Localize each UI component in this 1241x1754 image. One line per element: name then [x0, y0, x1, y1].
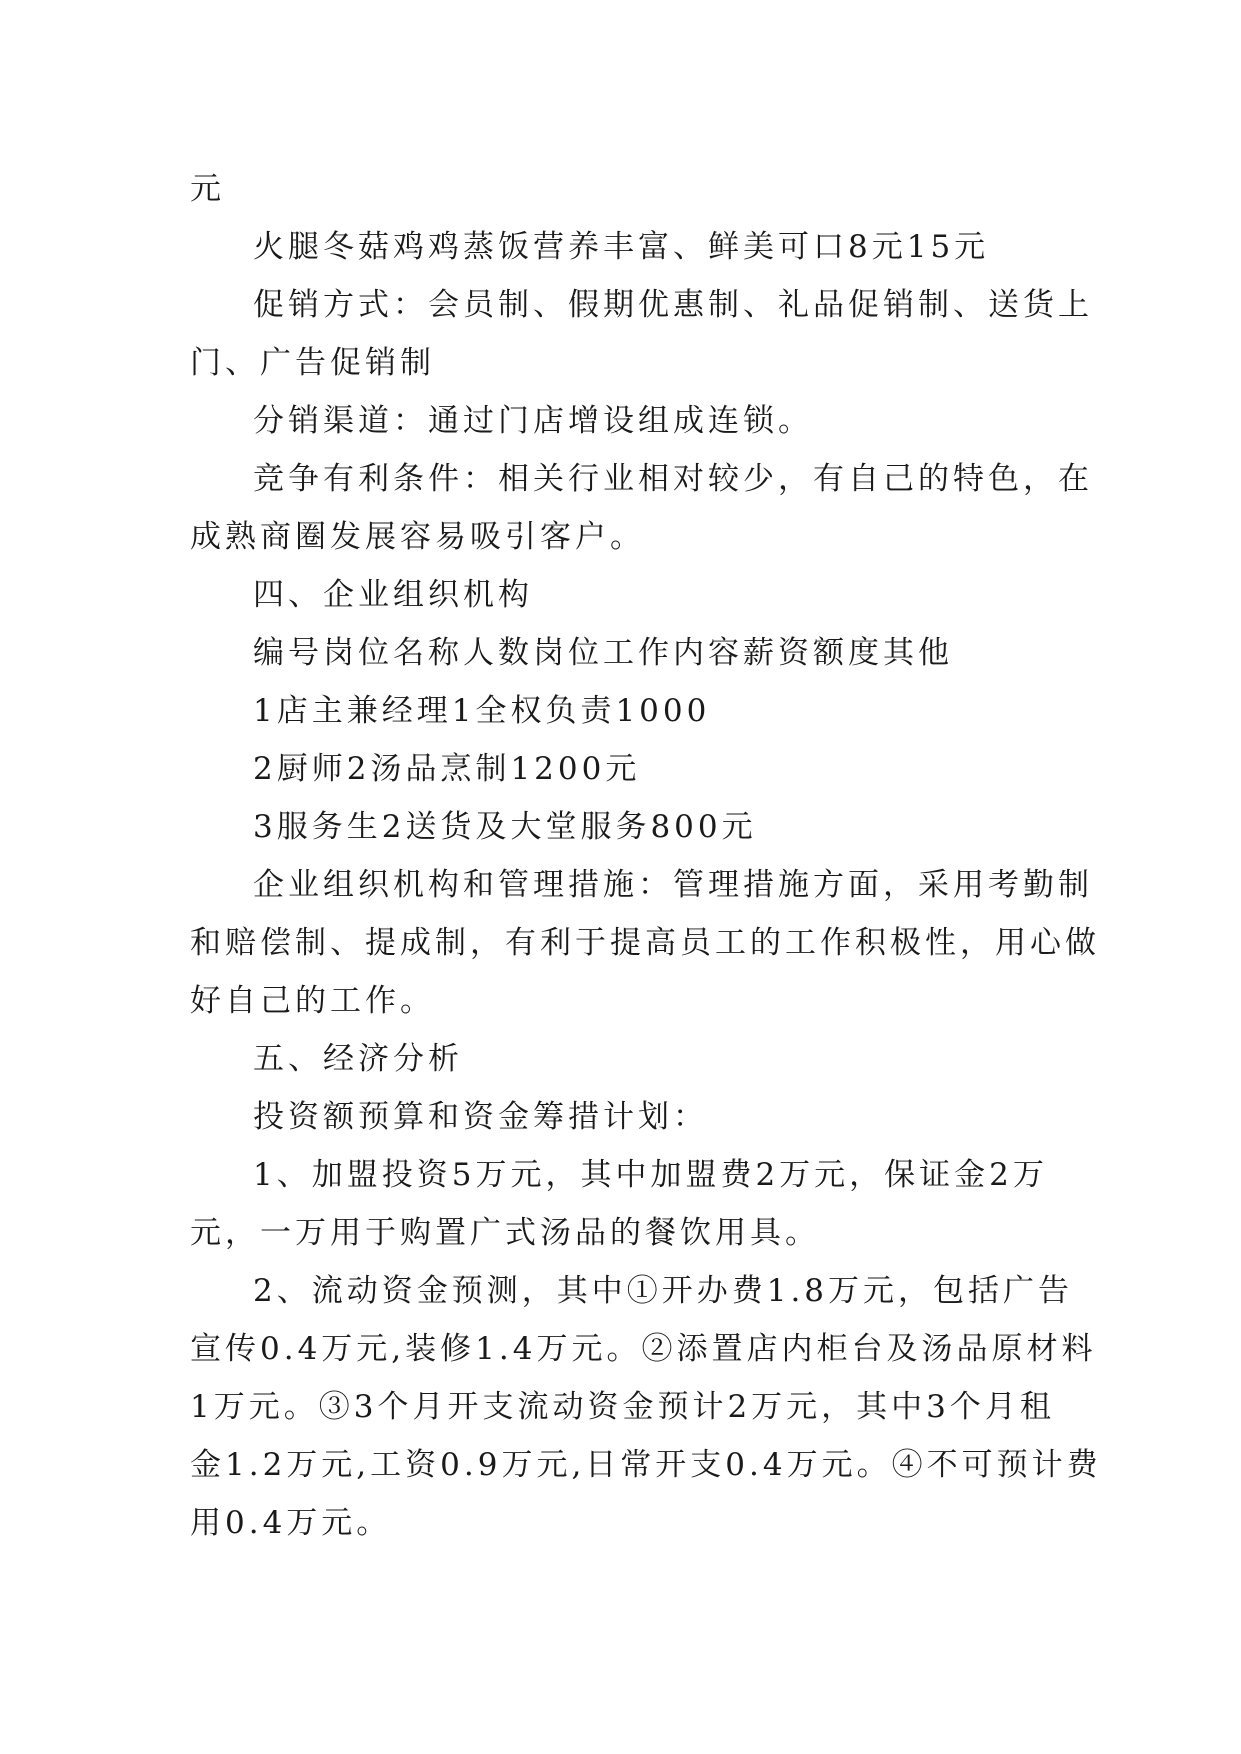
text-line: 金1.2万元,工资0.9万元,日常开支0.4万元。④不可预计费 [190, 1447, 1102, 1483]
text-line: 和赔偿制、提成制，有利于提高员工的工作积极性，用心做 [190, 925, 1100, 961]
text-line: 2厨师2汤品烹制1200元 [253, 751, 641, 787]
text-line: 门、广告促销制 [190, 345, 435, 381]
text-line: 用0.4万元。 [190, 1505, 392, 1541]
text-line: 元 [190, 171, 225, 207]
text-line: 元，一万用于购置广式汤品的餐饮用具。 [190, 1215, 820, 1251]
text-line: 竞争有利条件：相关行业相对较少，有自己的特色，在 [253, 461, 1093, 497]
text-line: 分销渠道：通过门店增设组成连锁。 [253, 403, 813, 439]
text-line: 编号岗位名称人数岗位工作内容薪资额度其他 [253, 635, 953, 671]
text-line: 企业组织机构和管理措施：管理措施方面，采用考勤制 [253, 867, 1093, 903]
text-line: 宣传0.4万元,装修1.4万元。②添置店内柜台及汤品原材料 [190, 1331, 1097, 1367]
section-heading: 五、经济分析 [253, 1041, 463, 1077]
text-line: 成熟商圈发展容易吸引客户。 [190, 519, 645, 555]
text-line: 1店主兼经理1全权负责1000 [253, 693, 711, 729]
text-line: 1、加盟投资5万元，其中加盟费2万元，保证金2万 [253, 1157, 1048, 1193]
text-line: 投资额预算和资金筹措计划： [253, 1099, 708, 1135]
text-line: 火腿冬菇鸡鸡蒸饭营养丰富、鲜美可口8元15元 [253, 229, 990, 265]
text-line: 3服务生2送货及大堂服务800元 [253, 809, 757, 845]
text-line: 好自己的工作。 [190, 983, 435, 1019]
text-line: 2、流动资金预测，其中①开办费1.8万元，包括广告 [253, 1273, 1074, 1309]
document-body [190, 160, 1102, 1552]
text-line: 1万元。③3个月开支流动资金预计2万元，其中3个月租 [190, 1389, 1055, 1425]
text-line: 促销方式：会员制、假期优惠制、礼品促销制、送货上 [253, 287, 1093, 323]
section-heading: 四、企业组织机构 [253, 577, 533, 613]
